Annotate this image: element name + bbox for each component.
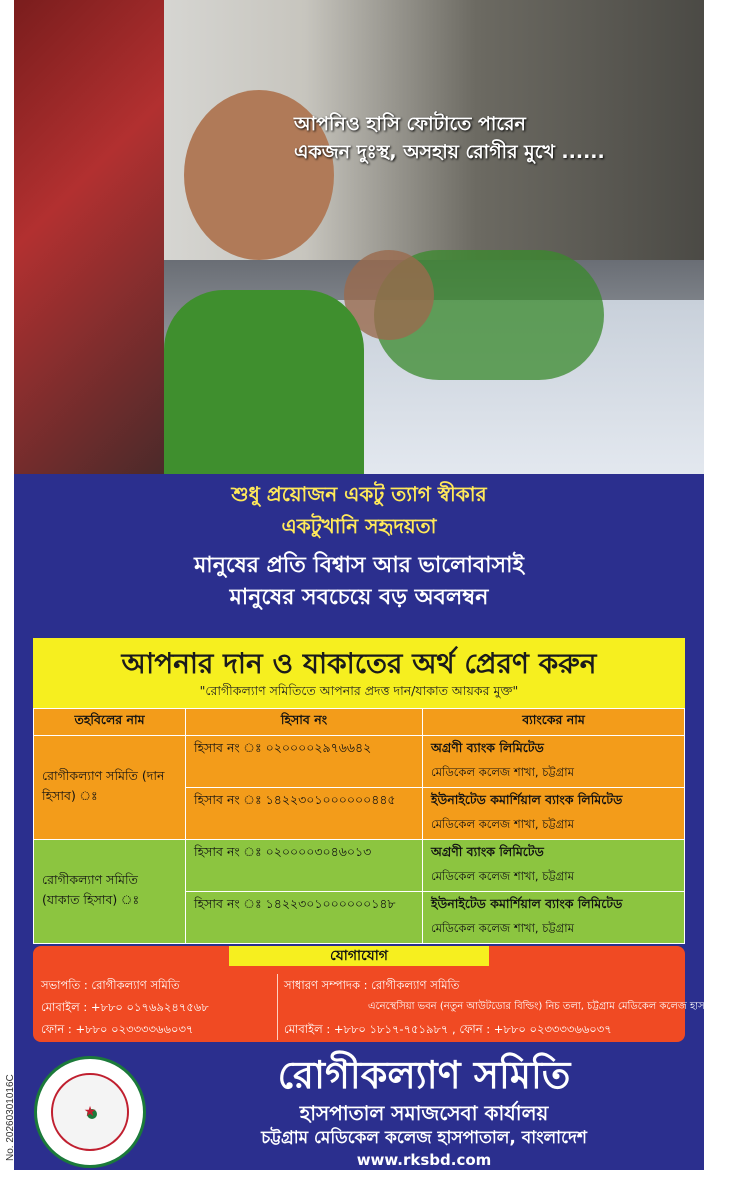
footer: [14, 1050, 704, 1170]
bank-branch: মেডিকেল কলেজ শাখা, চট্টগ্রাম: [431, 921, 575, 935]
table-row: [34, 736, 685, 788]
account-number: হিসাব নং ঃ ০২০০০০৩০৪৬০১৩: [186, 840, 423, 892]
bank-name: ইউনাইটেড কমার্শিয়াল ব্যাংক লিমিটেড: [431, 896, 623, 911]
account-number: হিসাব নং ঃ ১৪২২৩০১০০০০০০১৪৮: [186, 892, 423, 944]
contact-line: মোবাইল : +৮৮০ ০১৭৬৯২৪৭৫৬৮: [41, 1000, 209, 1014]
table-row: [34, 840, 685, 892]
contact-title: যোগাযোগ: [229, 946, 489, 966]
contact-president: [41, 974, 261, 1040]
contact-line: মোবাইল : +৮৮০ ১৮১৭-৭৫১৯৮৭ , ফোন : +৮৮০ ০২৩৩৩৩৬৬০৩৭: [284, 1022, 612, 1036]
account-number: হিসাব নং ঃ ০২০০০০২৯৭৬৬৪২: [186, 736, 423, 788]
contact-secretary: [277, 974, 732, 1040]
tagline-line-2: একজন দুঃস্থ, অসহায় রোগীর মুখে ......: [294, 141, 605, 163]
fund-name: রোগীকল্যাণ সমিতি (যাকাত হিসাব) ঃ: [34, 840, 186, 944]
advertisement: [14, 0, 732, 1170]
photo-tagline: [294, 110, 605, 166]
organization-seal-logo: [34, 1056, 146, 1168]
website-link[interactable]: www.rksbd.com: [356, 1151, 492, 1169]
column-header-account: হিসাব নং: [186, 709, 423, 736]
bank-branch: মেডিকেল কলেজ শাখা, চট্টগ্রাম: [431, 869, 575, 883]
appeal-line-4: মানুষের সবচেয়ে বড় অবলম্বন: [229, 585, 489, 610]
tax-free-note: "রোগীকল্যাণ সমিতিতে আপনার প্রদত্ত দান/যাকাত আয়কর মুক্ত": [199, 683, 519, 698]
account-number: হিসাব নং ঃ ১৪২২৩০১০০০০০০৪৪৫: [186, 788, 423, 840]
bank-name: অগ্রণী ব্যাংক লিমিটেড: [431, 740, 544, 755]
contact-box: [33, 946, 732, 1042]
bank-branch: মেডিকেল কলেজ শাখা, চট্টগ্রাম: [431, 817, 575, 831]
contact-line: ফোন : +৮৮০ ০২৩৩৩৩৬৬০৩৭: [41, 1022, 194, 1036]
appeal-line-2: একটুখানি সহৃদয়তা: [281, 514, 437, 538]
contact-line: সাধারণ সম্পাদক : রোগীকল্যাণ সমিতি: [284, 978, 460, 992]
contact-line: সভাপতি : রোগীকল্যাণ সমিতি: [41, 978, 180, 992]
column-header-fund: তহবিলের নাম: [34, 709, 186, 736]
ad-code: No. 20260301016C: [5, 1074, 16, 1161]
contact-address: এনেস্থেসিয়া ভবন (নতুন আউটডোর বিল্ডিং) নিচ তলা, চট্টগ্রাম মেডিকেল কলেজ হাসপাতাল: [368, 1001, 732, 1012]
organization-address: চট্টগ্রাম মেডিকেল কলেজ হাসপাতাল, বাংলাদেশ: [261, 1128, 587, 1148]
column-header-bank: ব্যাংকের নাম: [423, 709, 685, 736]
office-name: হাসপাতাল সমাজসেবা কার্যালয়: [299, 1101, 549, 1125]
hero-photo: [14, 0, 704, 474]
organization-name: রোগীকল্যাণ সমিতি: [277, 1053, 571, 1097]
accounts-table: [33, 708, 685, 944]
appeal-text: [14, 478, 704, 614]
fund-name: রোগীকল্যাণ সমিতি (দান হিসাব) ঃ: [34, 736, 186, 840]
tagline-line-1: আপনিও হাসি ফোটাতে পারেন: [294, 113, 526, 135]
donation-title: আপনার দান ও যাকাতের অর্থ প্রেরণ করুন: [121, 647, 597, 680]
donation-box: [33, 638, 685, 940]
appeal-line-1: শুধু প্রয়োজন একটু ত্যাগ স্বীকার: [231, 482, 487, 506]
bank-name: ইউনাইটেড কমার্শিয়াল ব্যাংক লিমিটেড: [431, 792, 623, 807]
star-icon: ★: [83, 1104, 97, 1120]
appeal-line-3: মানুষের প্রতি বিশ্বাস আর ভালোবাসাই: [194, 553, 524, 578]
bank-branch: মেডিকেল কলেজ শাখা, চট্টগ্রাম: [431, 765, 575, 779]
bank-name: অগ্রণী ব্যাংক লিমিটেড: [431, 844, 544, 859]
